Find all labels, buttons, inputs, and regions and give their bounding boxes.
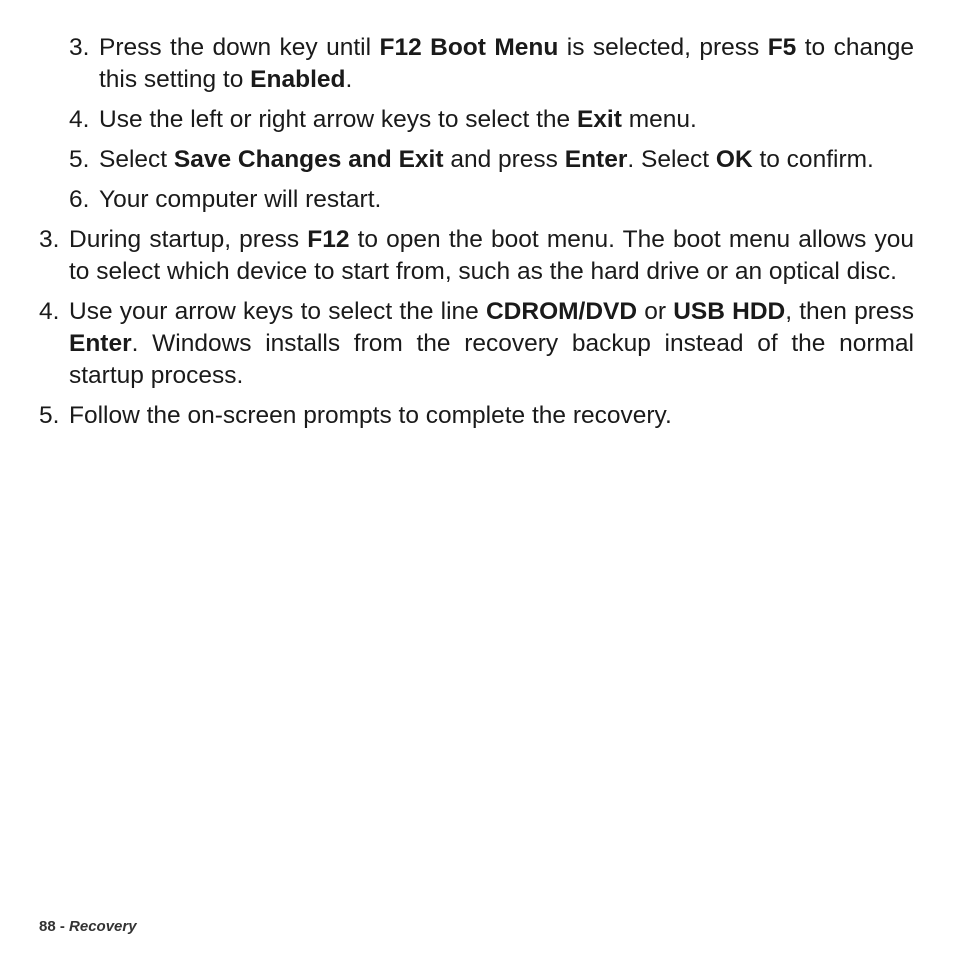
- text-run: Press the down key until: [99, 34, 380, 61]
- step-number: 5.: [39, 402, 60, 429]
- list-item: [0, 224, 914, 288]
- bold-term: F12: [307, 226, 350, 253]
- text-run: to change this setting to: [99, 34, 914, 93]
- text-run: and press: [443, 146, 565, 173]
- text-run: During startup, press: [69, 226, 308, 253]
- step-number: 3.: [39, 226, 60, 253]
- text-run: or: [637, 298, 674, 325]
- text-run: menu.: [621, 106, 697, 133]
- list-item: [0, 296, 914, 392]
- bold-term: OK: [715, 146, 753, 173]
- text-run: Select: [99, 146, 174, 173]
- footer-separator: -: [55, 918, 70, 935]
- bold-term: Enabled: [250, 66, 346, 93]
- step-text: [99, 184, 914, 216]
- text-run: to open the boot menu. The boot menu allows you to select which device to start from, such as the hard drive or an optical disc.: [69, 226, 914, 285]
- bold-term: USB HDD: [673, 298, 786, 325]
- step-text: [99, 104, 914, 136]
- page-number: 88: [39, 918, 56, 935]
- text-run: Use the left or right arrow keys to select the: [99, 106, 577, 133]
- text-run: . Select: [627, 146, 716, 173]
- document-body: [0, 32, 954, 440]
- list-item: [0, 32, 914, 96]
- step-text: [99, 32, 914, 96]
- bold-term: Save Changes and Exit: [173, 146, 444, 173]
- list-item: [0, 184, 914, 216]
- step-text: [99, 144, 914, 176]
- bold-term: Enter: [69, 330, 132, 357]
- bold-term: CDROM/DVD: [485, 298, 638, 325]
- text-run: Follow the on-screen prompts to complete the recovery.: [69, 402, 672, 429]
- instruction-list: [0, 32, 954, 432]
- step-number: 4.: [39, 298, 60, 325]
- text-run: Your computer will restart.: [99, 186, 382, 213]
- text-run: , then press: [785, 298, 915, 325]
- text-run: Use your arrow keys to select the line: [69, 298, 486, 325]
- step-number: 6.: [69, 186, 90, 213]
- step-text: [69, 400, 914, 432]
- text-run: .: [345, 66, 353, 93]
- page-footer: [39, 918, 137, 936]
- step-text: [69, 224, 914, 288]
- list-item: [0, 104, 914, 136]
- list-item: [0, 400, 914, 432]
- step-number: 5.: [69, 146, 90, 173]
- text-run: is selected, press: [558, 34, 768, 61]
- bold-term: F12 Boot Menu: [379, 34, 559, 61]
- step-text: [69, 296, 914, 392]
- text-run: . Windows installs from the recovery backup instead of the normal startup process.: [69, 330, 914, 389]
- bold-term: F5: [767, 34, 797, 61]
- step-number: 3.: [69, 34, 90, 61]
- text-run: to confirm.: [752, 146, 874, 173]
- section-name: Recovery: [69, 918, 137, 935]
- bold-term: Exit: [576, 106, 622, 133]
- step-number: 4.: [69, 106, 90, 133]
- bold-term: Enter: [564, 146, 628, 173]
- list-item: [0, 144, 914, 176]
